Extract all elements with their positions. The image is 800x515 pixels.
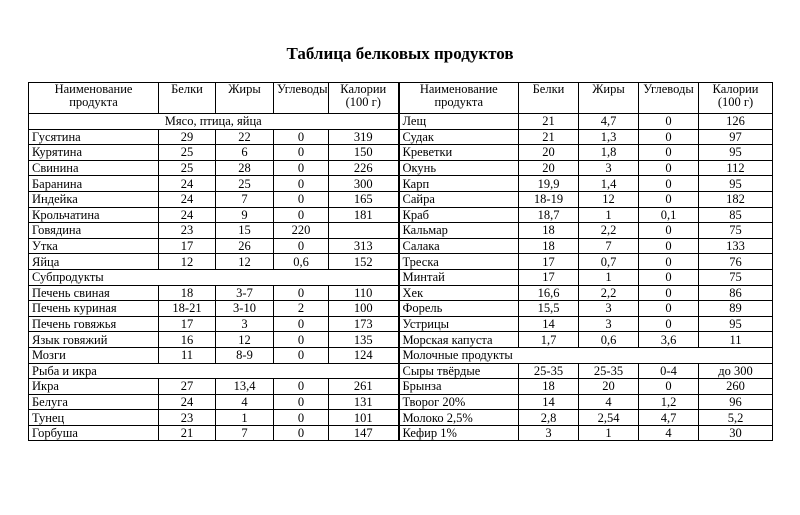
table-row — [29, 379, 773, 395]
cell-kcal: 95 — [699, 145, 773, 161]
section-header: Мясо, птица, яйца — [29, 114, 399, 130]
cell-fat: 8-9 — [216, 347, 274, 363]
cell-carbs: 0 — [274, 347, 329, 363]
product-name: Минтай — [399, 269, 519, 285]
cell-protein: 18 — [159, 285, 216, 301]
product-name: Окунь — [399, 160, 519, 176]
cell-fat: 1 — [579, 425, 639, 441]
cell-fat: 9 — [216, 207, 274, 223]
cell-kcal: 300 — [329, 176, 399, 192]
cell-fat: 3-10 — [216, 301, 274, 317]
cell-carbs: 0 — [639, 316, 699, 332]
product-name: Треска — [399, 254, 519, 270]
cell-kcal: 165 — [329, 191, 399, 207]
cell-protein: 24 — [159, 394, 216, 410]
cell-protein: 20 — [519, 145, 579, 161]
cell-protein: 16,6 — [519, 285, 579, 301]
section-header: Рыба и икра — [29, 363, 399, 379]
table-row — [29, 332, 773, 348]
product-name: Мозги — [29, 347, 159, 363]
table-row — [29, 269, 773, 285]
product-name: Гусятина — [29, 129, 159, 145]
table-row — [29, 191, 773, 207]
cell-kcal: 95 — [699, 176, 773, 192]
product-name: Баранина — [29, 176, 159, 192]
cell-carbs: 0 — [639, 301, 699, 317]
cell-carbs: 0,1 — [639, 207, 699, 223]
cell-kcal: 260 — [699, 379, 773, 395]
cell-kcal: 101 — [329, 410, 399, 426]
cell-fat: 1,4 — [579, 176, 639, 192]
product-name: Горбуша — [29, 425, 159, 441]
cell-kcal: 226 — [329, 160, 399, 176]
product-name: Сайра — [399, 191, 519, 207]
product-name: Курятина — [29, 145, 159, 161]
cell-carbs: 0 — [639, 285, 699, 301]
cell-carbs: 0 — [639, 114, 699, 130]
cell-kcal: 5,2 — [699, 410, 773, 426]
cell-fat: 7 — [216, 191, 274, 207]
cell-fat: 1,3 — [579, 129, 639, 145]
cell-protein: 24 — [159, 207, 216, 223]
cell-fat: 15 — [216, 223, 274, 239]
cell-fat: 1 — [579, 207, 639, 223]
cell-kcal: 112 — [699, 160, 773, 176]
cell-fat: 20 — [579, 379, 639, 395]
table-row — [29, 410, 773, 426]
cell-fat: 3 — [579, 160, 639, 176]
cell-carbs: 0 — [274, 238, 329, 254]
cell-protein: 27 — [159, 379, 216, 395]
header-left-kcal: Калории (100 г) — [329, 83, 399, 114]
section-header: Субпродукты — [29, 269, 399, 285]
cell-carbs: 0 — [639, 223, 699, 239]
product-name: Печень свиная — [29, 285, 159, 301]
cell-carbs: 0 — [274, 145, 329, 161]
cell-protein: 29 — [159, 129, 216, 145]
cell-carbs: 2 — [274, 301, 329, 317]
cell-kcal: 173 — [329, 316, 399, 332]
cell-carbs: 0,6 — [274, 254, 329, 270]
table-row — [29, 160, 773, 176]
cell-carbs: 1,2 — [639, 394, 699, 410]
cell-carbs: 0 — [274, 207, 329, 223]
cell-carbs: 0 — [639, 191, 699, 207]
protein-table-container — [28, 82, 772, 441]
cell-kcal: 76 — [699, 254, 773, 270]
product-name: Форель — [399, 301, 519, 317]
table-row — [29, 129, 773, 145]
cell-carbs: 0 — [274, 129, 329, 145]
product-name: Кефир 1% — [399, 425, 519, 441]
cell-protein: 2,8 — [519, 410, 579, 426]
cell-carbs: 3,6 — [639, 332, 699, 348]
cell-kcal: 181 — [329, 207, 399, 223]
product-name: Брынза — [399, 379, 519, 395]
cell-fat: 3 — [216, 316, 274, 332]
cell-protein: 18 — [519, 238, 579, 254]
table-row — [29, 347, 773, 363]
cell-carbs: 0-4 — [639, 363, 699, 379]
cell-protein: 17 — [519, 254, 579, 270]
cell-carbs: 0 — [274, 160, 329, 176]
cell-carbs: 0 — [274, 410, 329, 426]
cell-protein: 17 — [519, 269, 579, 285]
cell-kcal: 75 — [699, 223, 773, 239]
product-name: Свинина — [29, 160, 159, 176]
product-name: Белуга — [29, 394, 159, 410]
product-name: Судак — [399, 129, 519, 145]
table-row — [29, 207, 773, 223]
cell-protein: 1,7 — [519, 332, 579, 348]
header-right-kcal: Калории (100 г) — [699, 83, 773, 114]
cell-protein: 20 — [519, 160, 579, 176]
cell-kcal: 131 — [329, 394, 399, 410]
cell-carbs: 4 — [639, 425, 699, 441]
cell-fat: 22 — [216, 129, 274, 145]
cell-kcal: 313 — [329, 238, 399, 254]
cell-carbs: 0 — [639, 129, 699, 145]
cell-kcal: 319 — [329, 129, 399, 145]
cell-kcal: 11 — [699, 332, 773, 348]
product-name: Икра — [29, 379, 159, 395]
product-name: Говядина — [29, 223, 159, 239]
header-row — [29, 83, 773, 114]
product-name: Крольчатина — [29, 207, 159, 223]
cell-fat: 2,54 — [579, 410, 639, 426]
cell-kcal: 97 — [699, 129, 773, 145]
cell-fat: 2,2 — [579, 223, 639, 239]
product-name: Язык говяжий — [29, 332, 159, 348]
cell-fat: 26 — [216, 238, 274, 254]
cell-protein: 24 — [159, 191, 216, 207]
table-row — [29, 363, 773, 379]
table-row — [29, 316, 773, 332]
product-name: Креветки — [399, 145, 519, 161]
header-left-protein: Белки — [159, 83, 216, 114]
cell-protein: 19,9 — [519, 176, 579, 192]
table-row — [29, 114, 773, 130]
cell-carbs: 0 — [274, 379, 329, 395]
cell-carbs: 0 — [274, 394, 329, 410]
cell-fat: 12 — [579, 191, 639, 207]
cell-protein: 17 — [159, 238, 216, 254]
cell-kcal: 100 — [329, 301, 399, 317]
cell-protein: 21 — [519, 129, 579, 145]
cell-carbs: 0 — [274, 332, 329, 348]
cell-protein: 12 — [159, 254, 216, 270]
cell-kcal: 86 — [699, 285, 773, 301]
cell-protein: 18-21 — [159, 301, 216, 317]
cell-protein: 17 — [159, 316, 216, 332]
cell-kcal: 150 — [329, 145, 399, 161]
header-left-carbs: Углеводы — [274, 83, 329, 114]
cell-protein: 23 — [159, 410, 216, 426]
cell-carbs: 0 — [639, 176, 699, 192]
cell-protein: 18 — [519, 379, 579, 395]
protein-table — [28, 82, 773, 441]
cell-carbs: 4,7 — [639, 410, 699, 426]
table-row — [29, 254, 773, 270]
cell-protein: 21 — [519, 114, 579, 130]
table-row — [29, 301, 773, 317]
cell-fat: 25 — [216, 176, 274, 192]
product-name: Тунец — [29, 410, 159, 426]
cell-carbs: 0 — [274, 285, 329, 301]
cell-protein: 14 — [519, 394, 579, 410]
cell-carbs: 220 — [274, 223, 329, 239]
cell-carbs: 0 — [639, 160, 699, 176]
cell-protein: 18-19 — [519, 191, 579, 207]
cell-carbs: 0 — [274, 176, 329, 192]
product-name: Карп — [399, 176, 519, 192]
table-row — [29, 176, 773, 192]
cell-kcal: 75 — [699, 269, 773, 285]
cell-carbs: 0 — [639, 379, 699, 395]
cell-kcal: 152 — [329, 254, 399, 270]
cell-fat: 1 — [216, 410, 274, 426]
cell-kcal: 147 — [329, 425, 399, 441]
header-right-carbs: Углеводы — [639, 83, 699, 114]
product-name: Устрицы — [399, 316, 519, 332]
cell-fat: 12 — [216, 332, 274, 348]
cell-kcal: 96 — [699, 394, 773, 410]
cell-fat: 7 — [216, 425, 274, 441]
cell-fat: 13,4 — [216, 379, 274, 395]
product-name: Кальмар — [399, 223, 519, 239]
product-name: Хек — [399, 285, 519, 301]
table-body — [29, 114, 773, 441]
cell-carbs: 0 — [639, 145, 699, 161]
product-name: Краб — [399, 207, 519, 223]
table-row — [29, 223, 773, 239]
table-row — [29, 238, 773, 254]
header-right-name: Наименование продукта — [399, 83, 519, 114]
cell-kcal: 95 — [699, 316, 773, 332]
table-row — [29, 285, 773, 301]
cell-fat: 28 — [216, 160, 274, 176]
cell-fat: 4 — [579, 394, 639, 410]
product-name: Морская капуста — [399, 332, 519, 348]
cell-fat: 6 — [216, 145, 274, 161]
product-name: Молоко 2,5% — [399, 410, 519, 426]
cell-kcal: 89 — [699, 301, 773, 317]
cell-fat: 1 — [579, 269, 639, 285]
cell-protein: 14 — [519, 316, 579, 332]
cell-kcal: до 300 — [699, 363, 773, 379]
cell-fat: 4,7 — [579, 114, 639, 130]
cell-carbs: 0 — [639, 238, 699, 254]
header-right-fat: Жиры — [579, 83, 639, 114]
cell-carbs: 0 — [274, 316, 329, 332]
cell-kcal: 135 — [329, 332, 399, 348]
product-name: Яйца — [29, 254, 159, 270]
cell-protein: 23 — [159, 223, 216, 239]
cell-kcal — [329, 223, 399, 239]
cell-protein: 25 — [159, 145, 216, 161]
table-row — [29, 145, 773, 161]
header-right-protein: Белки — [519, 83, 579, 114]
cell-protein: 15,5 — [519, 301, 579, 317]
cell-carbs: 0 — [274, 425, 329, 441]
cell-kcal: 182 — [699, 191, 773, 207]
cell-fat: 2,2 — [579, 285, 639, 301]
cell-fat: 3-7 — [216, 285, 274, 301]
cell-fat: 7 — [579, 238, 639, 254]
product-name: Салака — [399, 238, 519, 254]
cell-kcal: 110 — [329, 285, 399, 301]
cell-protein: 24 — [159, 176, 216, 192]
table-row — [29, 425, 773, 441]
cell-kcal: 30 — [699, 425, 773, 441]
cell-fat: 4 — [216, 394, 274, 410]
cell-fat: 25-35 — [579, 363, 639, 379]
cell-protein: 11 — [159, 347, 216, 363]
cell-protein: 21 — [159, 425, 216, 441]
cell-carbs: 0 — [639, 254, 699, 270]
section-header: Молочные продукты — [399, 347, 773, 363]
page-title: Таблица белковых продуктов — [286, 44, 514, 63]
cell-carbs: 0 — [639, 269, 699, 285]
cell-protein: 18,7 — [519, 207, 579, 223]
cell-protein: 25 — [159, 160, 216, 176]
cell-fat: 0,6 — [579, 332, 639, 348]
cell-kcal: 133 — [699, 238, 773, 254]
cell-kcal: 85 — [699, 207, 773, 223]
cell-protein: 25-35 — [519, 363, 579, 379]
product-name: Печень говяжья — [29, 316, 159, 332]
cell-protein: 18 — [519, 223, 579, 239]
header-left-fat: Жиры — [216, 83, 274, 114]
table-row — [29, 394, 773, 410]
cell-fat: 3 — [579, 301, 639, 317]
cell-protein: 16 — [159, 332, 216, 348]
cell-fat: 12 — [216, 254, 274, 270]
header-left-name: Наименование продукта — [29, 83, 159, 114]
product-name: Индейка — [29, 191, 159, 207]
cell-fat: 3 — [579, 316, 639, 332]
cell-kcal: 261 — [329, 379, 399, 395]
product-name: Лещ — [399, 114, 519, 130]
cell-protein: 3 — [519, 425, 579, 441]
cell-fat: 0,7 — [579, 254, 639, 270]
product-name: Творог 20% — [399, 394, 519, 410]
product-name: Утка — [29, 238, 159, 254]
cell-kcal: 124 — [329, 347, 399, 363]
product-name: Сыры твёрдые — [399, 363, 519, 379]
cell-carbs: 0 — [274, 191, 329, 207]
cell-fat: 1,8 — [579, 145, 639, 161]
product-name: Печень куриная — [29, 301, 159, 317]
cell-kcal: 126 — [699, 114, 773, 130]
